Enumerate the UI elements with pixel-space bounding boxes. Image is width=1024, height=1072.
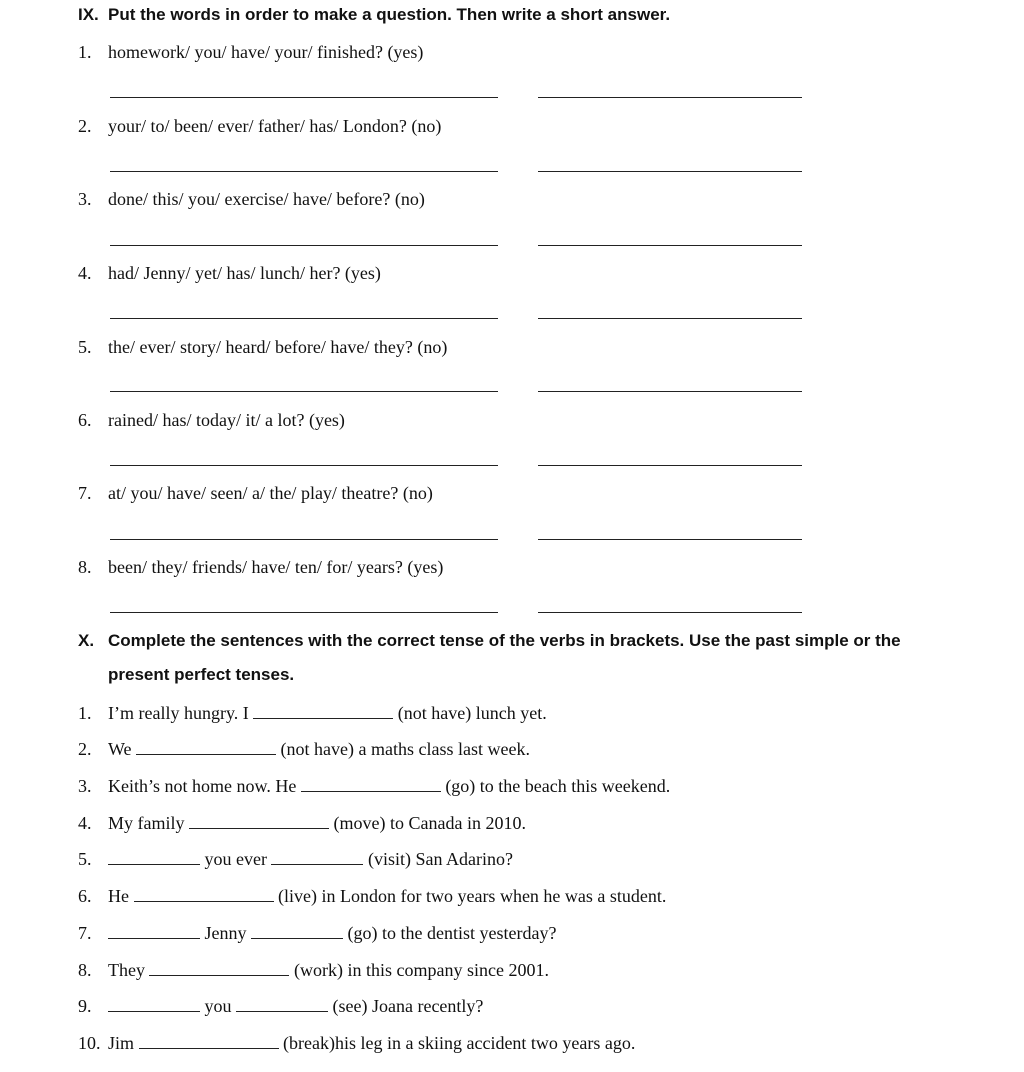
x-7-blank-2[interactable] [251, 923, 343, 939]
ix-item-text: had/ Jenny/ yet/ has/ lunch/ her? (yes) [108, 263, 381, 283]
x-item-number: 6. [78, 886, 92, 906]
x-item-number: 10. [78, 1033, 101, 1053]
x-9-blank-2[interactable] [236, 996, 328, 1012]
x-item-text-before: Jim [108, 1033, 135, 1053]
x-9-blank-1[interactable] [108, 996, 200, 1012]
ix-3-answer-blank[interactable] [538, 245, 802, 246]
ix-2-answer-blank[interactable] [538, 171, 802, 172]
x-6-blank[interactable] [134, 886, 274, 902]
ix-5-question-blank[interactable] [110, 391, 498, 392]
x-item-text-after: (go) to the dentist yesterday? [347, 923, 557, 943]
x-item-text-after: (go) to the beach this weekend. [445, 776, 671, 796]
x-item-number: 9. [78, 996, 92, 1016]
ix-item-number: 5. [78, 337, 92, 357]
x-item-text-before: I’m really hungry. I [108, 703, 249, 723]
ix-3-question-blank[interactable] [110, 245, 498, 246]
ix-item-text: homework/ you/ have/ your/ finished? (yes) [108, 42, 424, 62]
ix-1-question-blank[interactable] [110, 97, 498, 98]
x-item-text-after: (break)his leg in a skiing accident two years ago. [283, 1033, 636, 1053]
ix-item-text: rained/ has/ today/ it/ a lot? (yes) [108, 410, 345, 430]
x-item-number: 4. [78, 813, 92, 833]
x-7-blank-1[interactable] [108, 923, 200, 939]
section-x-heading [78, 631, 901, 651]
ix-8-question-blank[interactable] [110, 612, 498, 613]
x-item-text-middle: Jenny [204, 923, 247, 943]
section-x-heading-continued [108, 665, 294, 685]
x-item-number: 3. [78, 776, 92, 796]
x-item-text-after: (visit) San Adarino? [367, 849, 513, 869]
section-x-number: X. [78, 631, 95, 650]
section-x-title-line2: present perfect tenses. [108, 665, 295, 684]
x-2-blank[interactable] [136, 739, 276, 755]
x-item-text-before: Keith’s not home now. He [108, 776, 297, 796]
section-ix-heading [78, 5, 670, 25]
ix-item-text: the/ ever/ story/ heard/ before/ have/ they? (no) [108, 337, 448, 357]
section-ix-title: Put the words in order to make a question. Then write a short answer. [108, 5, 671, 24]
ix-item-text: your/ to/ been/ ever/ father/ has/ London? (no) [108, 116, 442, 136]
ix-item-text: done/ this/ you/ exercise/ have/ before? (no) [108, 189, 425, 209]
x-item-text-after: (not have) a maths class last week. [280, 739, 530, 759]
x-item-number: 8. [78, 960, 92, 980]
x-item-number: 7. [78, 923, 92, 943]
ix-item-number: 7. [78, 483, 92, 503]
ix-item-text: been/ they/ friends/ have/ ten/ for/ years? (yes) [108, 557, 444, 577]
ix-5-answer-blank[interactable] [538, 391, 802, 392]
ix-item-number: 1. [78, 42, 92, 62]
ix-item-number: 3. [78, 189, 92, 209]
section-x-title-line1: Complete the sentences with the correct tense of the verbs in brackets. Use the past simple or the [108, 631, 901, 650]
x-3-blank[interactable] [301, 776, 441, 792]
ix-8-answer-blank[interactable] [538, 612, 802, 613]
ix-7-answer-blank[interactable] [538, 539, 802, 540]
x-item-text-after: (see) Joana recently? [332, 996, 484, 1016]
x-item-text-before: We [108, 739, 132, 759]
x-item-text-after: (not have) lunch yet. [397, 703, 547, 723]
x-item-text-before: My family [108, 813, 185, 833]
ix-7-question-blank[interactable] [110, 539, 498, 540]
x-10-blank[interactable] [139, 1033, 279, 1049]
ix-item-number: 6. [78, 410, 92, 430]
x-4-blank[interactable] [189, 813, 329, 829]
x-5-blank-2[interactable] [271, 849, 363, 865]
x-5-blank-1[interactable] [108, 849, 200, 865]
ix-item-number: 2. [78, 116, 92, 136]
x-item-text-after: (move) to Canada in 2010. [333, 813, 526, 833]
ix-4-answer-blank[interactable] [538, 318, 802, 319]
x-item-text-after: (work) in this company since 2001. [293, 960, 549, 980]
x-8-blank[interactable] [149, 960, 289, 976]
x-item-text-middle: you [204, 996, 232, 1016]
ix-6-answer-blank[interactable] [538, 465, 802, 466]
x-item-number: 1. [78, 703, 92, 723]
x-item-text-middle: you ever [204, 849, 267, 869]
x-1-blank[interactable] [253, 703, 393, 719]
ix-4-question-blank[interactable] [110, 318, 498, 319]
section-ix-number: IX. [78, 5, 99, 24]
x-item-text-before: They [108, 960, 145, 980]
ix-2-question-blank[interactable] [110, 171, 498, 172]
ix-item-number: 8. [78, 557, 92, 577]
ix-1-answer-blank[interactable] [538, 97, 802, 98]
ix-item-number: 4. [78, 263, 92, 283]
x-item-text-after: (live) in London for two years when he was a student. [278, 886, 667, 906]
x-item-number: 5. [78, 849, 92, 869]
x-item-text-before: He [108, 886, 129, 906]
x-item-number: 2. [78, 739, 92, 759]
ix-item-text: at/ you/ have/ seen/ a/ the/ play/ theatre? (no) [108, 483, 433, 503]
ix-6-question-blank[interactable] [110, 465, 498, 466]
